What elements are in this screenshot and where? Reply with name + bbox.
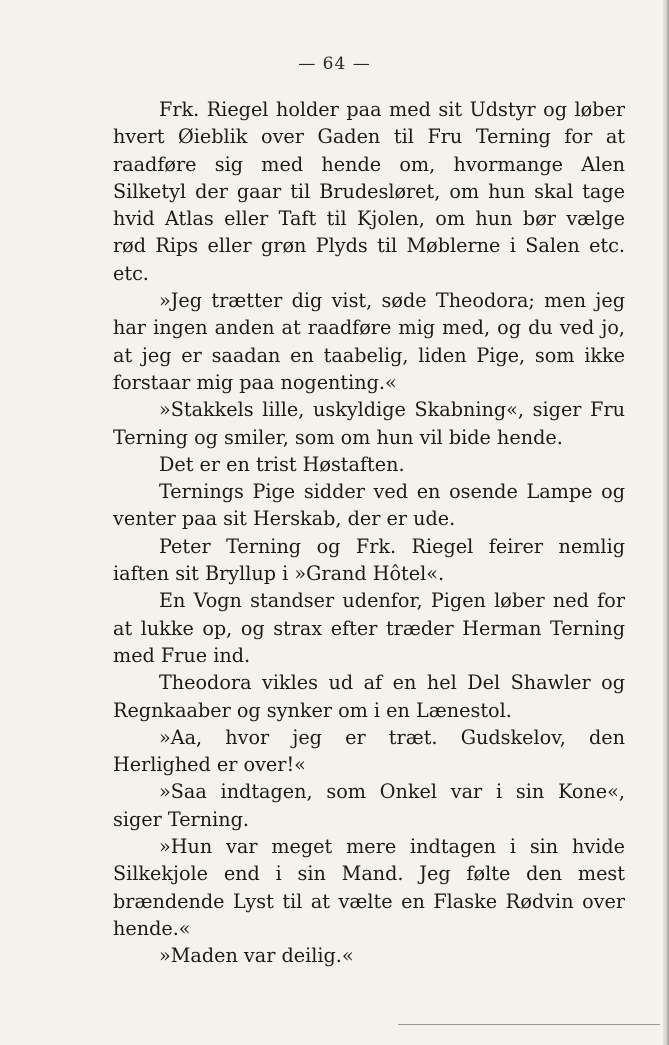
paragraph: »Hun var meget mere indtagen i sin hvide Silkekjole end i sin Mand. Jeg følte den mest brændende Lyst til at vælte en Flaske Rødvin over hende.« xyxy=(113,835,625,940)
paragraph: Det er en trist Høstaften. xyxy=(159,452,405,476)
body-text xyxy=(113,96,625,970)
page-edge xyxy=(663,0,669,1045)
paragraph: »Saa indtagen, som Onkel var i sin Kone«, siger Terning. xyxy=(113,780,625,831)
paragraph: »Maden var deilig.« xyxy=(159,944,354,968)
page-bottom-rule xyxy=(398,1024,660,1025)
paragraph: Frk. Riegel holder paa med sit Udstyr og løber hvert Øieblik over Gaden til Fru Terning for at raadføre sig med hende om, hvormange Alen Silketyl der gaar til Brudesløret, om hun skal tage hvid Atlas eller Taft til Kjolen, om hun bør vælge rød Rips eller grøn Plyds til Møblerne i Salen etc. etc. xyxy=(113,98,625,285)
paragraph: Theodora vikles ud af en hel Del Shawler og Regnkaaber og synker om i en Lænestol. xyxy=(113,671,625,722)
paragraph: En Vogn standser udenfor, Pigen løber ned for at lukke op, og strax efter træder Herman Terning med Frue ind. xyxy=(113,589,625,667)
paragraph: Peter Terning og Frk. Riegel feirer nemlig iaften sit Bryllup i »Grand Hôtel«. xyxy=(113,534,625,586)
paragraph: Ternings Pige sidder ved en osende Lampe og venter paa sit Herskab, der er ude. xyxy=(113,480,625,531)
page-number: — 64 — xyxy=(298,54,371,74)
paragraph: »Jeg trætter dig vist, søde Theodora; men jeg har ingen anden at raadføre mig med, og du ved jo, at jeg er saadan en taabelig, liden Pige, som ikke forstaar mig paa nogenting.« xyxy=(113,289,625,394)
paragraph: »Aa, hvor jeg er træt. Gudskelov, den Herlighed er over!« xyxy=(113,725,625,777)
paragraph: »Stakkels lille, uskyldige Skabning«, siger Fru Terning og smiler, som om hun vil bide hende. xyxy=(113,398,625,449)
